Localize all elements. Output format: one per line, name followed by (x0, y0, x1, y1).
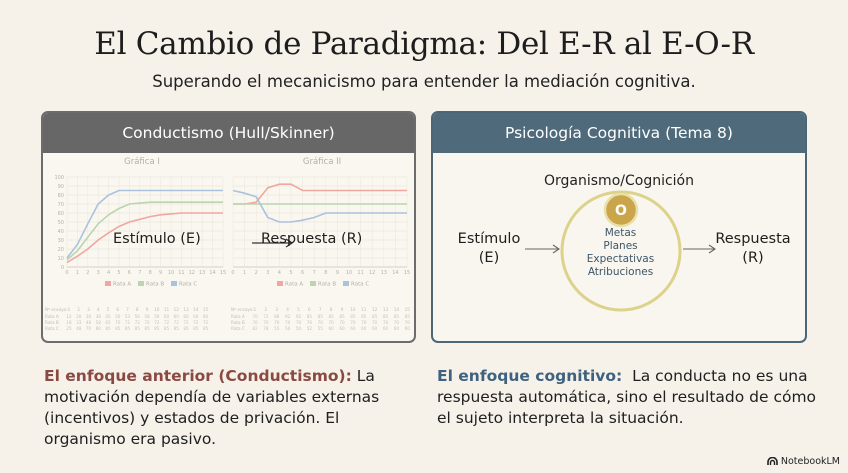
table-cell: 78 (263, 326, 269, 331)
table-cell: 52 (306, 326, 313, 331)
table-cell: 70 (306, 320, 313, 325)
x-tick-label: 4 (107, 270, 111, 276)
table-cell: 60 (339, 326, 345, 331)
table-cell: 85 (317, 314, 323, 319)
behaviorism-panel-body (43, 153, 414, 341)
table-header-cell: 3 (87, 307, 90, 312)
table-cell: 72 (183, 320, 189, 325)
graph1-title: Gráfica I (124, 157, 160, 167)
x-tick-label: 15 (403, 270, 411, 276)
table-cell: 72 (134, 320, 140, 325)
table-cell: 85 (163, 326, 170, 331)
x-tick-label: 10 (167, 270, 175, 276)
table-header-cell: 9 (145, 307, 149, 312)
x-tick-label: 12 (369, 270, 376, 276)
x-tick-label: 13 (199, 270, 206, 276)
cognitive-panel-heading: Psicología Cognitiva (Tema 8) (433, 113, 805, 153)
table-header-cell: 12 (173, 307, 179, 312)
table-cell: 70 (339, 320, 345, 325)
x-tick-label: 11 (357, 270, 364, 276)
table-header-cell: 5 (297, 307, 300, 312)
table-cell: 12 (66, 314, 72, 319)
x-tick-label: 3 (266, 270, 270, 276)
table-cell: 85 (361, 314, 367, 319)
organism-letter: O (615, 203, 627, 219)
table-cell: 70 (85, 326, 92, 331)
x-tick-label: 2 (254, 270, 258, 276)
table-cell: 85 (134, 326, 140, 331)
table-cell: 60 (183, 314, 189, 319)
table-header-cell: 4 (96, 307, 100, 312)
x-tick-label: 0 (231, 270, 235, 276)
table-row-label: Rata C (45, 326, 59, 331)
table-cell: 60 (163, 314, 170, 319)
x-tick-label: 15 (219, 270, 227, 276)
chart-1 (54, 175, 226, 276)
table-cell: 59 (154, 314, 160, 319)
chart-2 (231, 177, 410, 276)
table-cell: 18 (66, 320, 72, 325)
table-cell: 60 (382, 326, 389, 331)
table-cell: 80 (95, 326, 101, 331)
table-cell: 48 (85, 320, 92, 325)
table-cell: 60 (361, 326, 367, 331)
x-tick-label: 14 (209, 270, 216, 276)
cognitive-stimulus-line1: Estímulo (457, 231, 521, 247)
table-header-cell: 10 (350, 307, 356, 312)
table-cell: 50 (284, 326, 291, 331)
behaviorism-response: Respuesta (R) (261, 231, 363, 247)
table-cell: 45 (105, 314, 111, 319)
chart-2-legend (277, 281, 369, 288)
table-cell: 60 (350, 326, 356, 331)
table-cell: 60 (371, 326, 378, 331)
table-header-cell: 11 (163, 307, 170, 312)
table-cell: 70 (284, 320, 291, 325)
cognitive-summary-highlight: El enfoque cognitivo: (437, 367, 623, 385)
notebooklm-logo-icon (767, 457, 778, 466)
table-header-cell: 14 (393, 307, 400, 312)
table-cell: 85 (350, 314, 356, 319)
y-tick-label: 0 (60, 265, 64, 271)
table-cell: 85 (173, 326, 179, 331)
table-cell: 85 (154, 326, 160, 331)
table-header-label: Nº ensayo: (231, 307, 254, 312)
x-tick-label: 4 (277, 270, 281, 276)
behaviorism-charts (43, 153, 414, 341)
series-line-3 (67, 191, 223, 259)
table-cell: 85 (202, 326, 209, 331)
table-cell: 70 (115, 320, 121, 325)
legend-swatch (310, 281, 316, 286)
table-cell: 85 (124, 326, 131, 331)
cognitive-panel (431, 111, 807, 343)
legend-label: Rata B (318, 281, 337, 288)
table-header-cell: 1 (67, 307, 71, 312)
x-tick-label: 14 (392, 270, 399, 276)
brand-badge (767, 456, 840, 467)
table-cell: 92 (295, 314, 302, 319)
table-cell: 70 (295, 320, 302, 325)
cognitive-panel-body (433, 153, 805, 341)
table-header-cell: 15 (404, 307, 410, 312)
x-tick-label: 5 (117, 270, 121, 276)
cognitive-stimulus (457, 230, 521, 268)
table-cell: 70 (263, 320, 269, 325)
table-cell: 70 (252, 320, 258, 325)
table-cell: 70 (317, 320, 323, 325)
table-header-cell: 8 (135, 307, 139, 312)
y-tick-label: 90 (57, 184, 64, 190)
table-header-cell: 7 (318, 307, 322, 312)
table-cell: 85 (328, 314, 334, 319)
behaviorism-panel (41, 111, 416, 343)
legend-label: Rata C (179, 281, 198, 288)
cognition-item: Atribuciones (587, 266, 654, 278)
x-tick-label: 8 (324, 270, 328, 276)
table-row-label: Rata B (45, 320, 59, 325)
page-subtitle: Superando el mecanicismo para entender la mediación cognitiva. (152, 72, 696, 91)
table-cell: 85 (144, 326, 150, 331)
table-cell: 60 (393, 326, 400, 331)
x-tick-label: 6 (127, 270, 131, 276)
table-cell: 72 (193, 320, 199, 325)
table-cell: 50 (295, 326, 302, 331)
cognitive-response-line1: Respuesta (715, 231, 791, 247)
table-cell: 70 (361, 320, 367, 325)
table-cell: 72 (202, 320, 209, 325)
table-header-cell: 13 (382, 307, 389, 312)
table-row-label: Rata B (231, 320, 245, 325)
table-cell: 53 (124, 314, 131, 319)
table-cell: 88 (274, 314, 280, 319)
x-tick-label: 6 (301, 270, 305, 276)
table-header-cell: 10 (154, 307, 160, 312)
cognitive-response (713, 230, 793, 268)
table-cell: 85 (306, 314, 313, 319)
table-cell: 60 (328, 326, 334, 331)
table-header-label: Nº ensayo: (45, 307, 68, 312)
cognitive-stimulus-line2: (E) (478, 250, 500, 266)
cognition-item: Planes (603, 240, 638, 252)
table-cell: 70 (404, 320, 410, 325)
table-cell: 71 (124, 320, 131, 325)
behaviorism-stimulus: Estímulo (E) (113, 231, 201, 247)
legend-swatch (138, 281, 144, 286)
legend-swatch (277, 281, 283, 286)
graph2-title: Gráfica II (302, 157, 342, 167)
y-tick-label: 60 (57, 211, 64, 217)
x-tick-label: 12 (188, 270, 195, 276)
table-cell: 48 (76, 326, 82, 331)
organism-label: Organismo/Cognición (544, 173, 694, 189)
x-tick-label: 3 (96, 270, 100, 276)
table-cell: 85 (339, 314, 345, 319)
y-tick-label: 70 (57, 202, 64, 208)
table-cell: 70 (393, 320, 400, 325)
table-cell: 50 (115, 314, 121, 319)
table-cell: 85 (115, 326, 121, 331)
x-tick-label: 0 (65, 270, 69, 276)
cognitive-summary (437, 366, 821, 429)
table-header-cell: 1 (253, 307, 257, 312)
legend-swatch (171, 281, 177, 286)
table-cell: 38 (95, 314, 101, 319)
table-cell: 60 (202, 314, 209, 319)
table-cell: 70 (274, 320, 280, 325)
table-cell: 33 (76, 320, 82, 325)
table-header-cell: 6 (308, 307, 311, 312)
table-header-cell: 8 (329, 307, 333, 312)
table-cell: 82 (252, 326, 258, 331)
x-tick-label: 11 (178, 270, 185, 276)
table-cell: 70 (371, 320, 378, 325)
table-cell: 72 (144, 320, 150, 325)
table-cell: 70 (252, 314, 258, 319)
legend-label: Rata B (146, 281, 165, 288)
legend-label: Rata A (285, 281, 304, 288)
behaviorism-summary (44, 366, 424, 450)
table-cell: 85 (105, 326, 111, 331)
behaviorism-panel-heading: Conductismo (Hull/Skinner) (43, 113, 414, 153)
table-cell: 70 (382, 320, 389, 325)
table-cell: 92 (284, 314, 291, 319)
cognition-items (573, 227, 668, 279)
x-tick-label: 8 (148, 270, 152, 276)
legend-label: Rata C (351, 281, 370, 288)
table-cell: 60 (193, 314, 199, 319)
table-header-cell: 13 (183, 307, 189, 312)
y-tick-label: 20 (57, 247, 64, 253)
chart-1-legend (105, 281, 197, 288)
table-cell: 55 (317, 326, 323, 331)
table-header-cell: 5 (106, 307, 110, 312)
table-header-cell: 3 (275, 307, 279, 312)
chart-1-data-table (45, 307, 208, 331)
table-cell: 58 (95, 320, 101, 325)
table-cell: 85 (193, 326, 199, 331)
table-cell: 25 (66, 326, 72, 331)
cognition-item: Metas (604, 227, 637, 239)
legend-swatch (105, 281, 111, 286)
table-cell: 60 (404, 326, 410, 331)
table-cell: 85 (382, 314, 389, 319)
table-header-cell: 7 (126, 307, 129, 312)
table-cell: 55 (274, 326, 280, 331)
legend-swatch (343, 281, 349, 286)
x-tick-label: 13 (380, 270, 387, 276)
table-cell: 60 (173, 314, 179, 319)
y-tick-label: 30 (57, 238, 64, 244)
table-cell: 72 (163, 320, 170, 325)
table-header-cell: 2 (77, 307, 81, 312)
table-header-cell: 9 (340, 307, 344, 312)
y-tick-label: 80 (57, 193, 64, 199)
y-tick-label: 100 (54, 175, 64, 181)
table-cell: 20 (76, 314, 82, 319)
table-cell: 70 (350, 320, 356, 325)
table-row-label: Rata A (45, 314, 59, 319)
y-tick-label: 10 (57, 256, 64, 262)
x-tick-label: 1 (243, 270, 247, 276)
x-tick-label: 10 (345, 270, 353, 276)
table-header-cell: 14 (193, 307, 199, 312)
x-tick-label: 2 (86, 270, 90, 276)
chart-2-data-table (231, 307, 410, 331)
cognitive-response-line2: (R) (742, 250, 764, 266)
table-header-cell: 4 (286, 307, 289, 312)
x-tick-label: 5 (289, 270, 293, 276)
table-cell: 30 (85, 314, 92, 319)
cognitive-summary-text: La conducta no es una respuesta automática, sino el resultado de cómo el sujeto interpreta la situación. (437, 367, 821, 427)
table-header-cell: 12 (371, 307, 378, 312)
table-row-label: Rata C (231, 326, 245, 331)
y-tick-label: 50 (57, 220, 64, 226)
x-tick-label: 9 (159, 270, 163, 276)
table-cell: 70 (328, 320, 334, 325)
table-cell: 85 (393, 314, 400, 319)
behaviorism-summary-text: La motivación dependía de variables externas (incentivos) y estados de privación. El organismo era pasivo. (44, 367, 380, 448)
x-tick-label: 9 (335, 270, 339, 276)
table-cell: 58 (144, 314, 150, 319)
table-cell: 65 (105, 320, 111, 325)
x-tick-label: 7 (138, 270, 142, 276)
table-cell: 85 (404, 314, 410, 319)
y-tick-label: 40 (57, 229, 64, 235)
x-tick-label: 1 (75, 270, 79, 276)
table-cell: 72 (263, 314, 269, 319)
x-tick-label: 7 (312, 270, 316, 276)
table-cell: 72 (173, 320, 179, 325)
legend-label: Rata A (113, 281, 132, 288)
table-cell: 85 (371, 314, 378, 319)
table-cell: 85 (183, 326, 189, 331)
brand-name: NotebookLM (780, 456, 840, 467)
behaviorism-summary-highlight: El enfoque anterior (Conductismo): (44, 367, 352, 385)
table-header-cell: 11 (361, 307, 367, 312)
table-header-cell: 15 (202, 307, 209, 312)
page-title: El Cambio de Paradigma: Del E-R al E-O-R (94, 26, 754, 62)
table-cell: 72 (154, 320, 160, 325)
table-header-cell: 6 (116, 307, 120, 312)
table-header-cell: 2 (264, 307, 268, 312)
cognition-item: Expectativas (586, 253, 655, 265)
table-row-label: Rata A (231, 314, 245, 319)
table-cell: 56 (134, 314, 140, 319)
